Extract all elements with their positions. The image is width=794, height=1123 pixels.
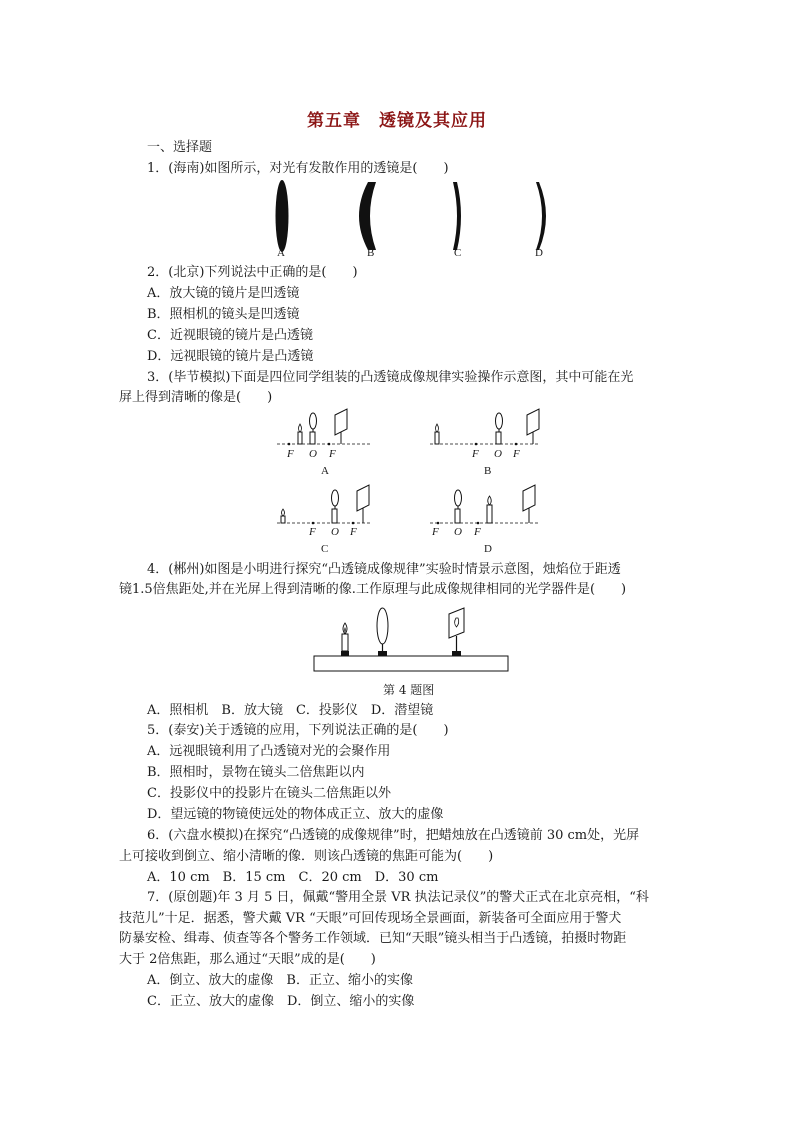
q1-label-d: D [535,247,543,259]
q3-figure-a [277,406,377,450]
q5-option-b: B．照相时，景物在镜头二倍焦距以内 [147,765,365,780]
q5-option-c: C．投影仪中的投影片在镜头二倍焦距以外 [147,786,391,801]
q2-option-d: D．远视眼镜的镜片是凸透镜 [147,349,314,364]
q3-label-b: B [484,465,492,477]
q3d-o: O [454,526,462,538]
q3-label-a: A [321,465,329,477]
q3a-f2: F [329,448,336,460]
q2-stem: 2．(北京)下列说法中正确的是( ) [147,265,358,280]
q1-stem: 1．(海南)如图所示，对光有发散作用的透镜是( ) [147,161,449,176]
q6-options: A．10 cm B．15 cm C．20 cm D．30 cm [147,870,439,885]
q1-label-c: C [454,247,462,259]
q2-option-c: C．近视眼镜的镜片是凸透镜 [147,328,313,343]
q3-figure-d [430,485,550,529]
q3-figure-b [430,406,550,450]
q3c-o: O [331,526,339,538]
q1-label-a: A [277,247,285,259]
q3a-o: O [309,448,317,460]
q3b-f2: F [513,448,520,460]
q5-option-a: A．远视眼镜利用了凸透镜对光的会聚作用 [147,744,391,759]
q3-stem-line2: 屏上得到清晰的像是( ) [119,390,273,405]
q7-line2: 技范儿”十足．据悉，警犬戴 VR “天眼”可回传现场全景画面，新装备可全面应用于警犬 [119,911,622,926]
q3b-f1: F [472,448,479,460]
q5-option-d: D．望远镜的物镜使远处的物体成正立、放大的虚像 [147,807,444,822]
q3c-f2: F [350,526,357,538]
q6-stem-line2: 上可接收到倒立、缩小清晰的像．则该凸透镜的焦距可能为( ) [119,849,494,864]
q2-option-b: B．照相机的镜头是凹透镜 [147,307,300,322]
q1-lens-figure [260,180,560,260]
q1-lens-b-concave [359,182,376,250]
q4-caption: 第 4 题图 [383,683,435,697]
q7-options-row2: C．正立、放大的虚像 D．倒立、缩小的实像 [147,994,415,1009]
q2-option-a: A．放大镜的镜片是凹透镜 [147,286,300,301]
q6-stem-line1: 6．(六盘水模拟)在探究“凸透镜的成像规律”时，把蜡烛放在凸透镜前 30 cm处，光屏 [147,828,640,843]
q5-stem: 5．(泰安)关于透镜的应用，下列说法正确的是( ) [147,723,449,738]
q3d-f2: F [474,526,481,538]
q4-stem-line2: 镜1.5倍焦距处,并在光屏上得到清晰的像.工作原理与此成像规律相同的光学器件是( ) [119,582,627,597]
q1-lens-c [453,182,461,250]
q3-stem-line1: 3．(毕节模拟)下面是四位同学组装的凸透镜成像规律实验操作示意图，其中可能在光 [147,370,634,385]
q1-lens-d [536,182,546,250]
q3-label-c: C [321,543,329,555]
q3b-o: O [494,448,502,460]
q3d-f1: F [432,526,439,538]
page-title: 第五章 透镜及其应用 [307,111,487,131]
q7-options-row1: A．倒立、放大的虚像 B．正立、缩小的实像 [147,973,413,988]
q1-label-b: B [367,247,375,259]
q7-line1: 7．(原创题)年 3 月 5 日，佩戴“警用全景 VR 执法记录仪”的警犬正式在北京亮相，“科 [147,890,649,905]
q4-stem-line1: 4．(郴州)如图是小明进行探究“凸透镜成像规律”实验时情景示意图，烛焰位于距透 [147,562,621,577]
q7-line4: 大于 2倍焦距，那么通过“天眼”成的是( ) [119,952,376,967]
q4-options: A．照相机 B．放大镜 C．投影仪 D．潜望镜 [147,703,434,718]
q3a-f1: F [287,448,294,460]
q4-optical-bench-figure [314,606,514,672]
q3c-f1: F [309,526,316,538]
q3-label-d: D [484,543,492,555]
section-heading: 一、选择题 [147,140,213,155]
q3-figure-c [277,485,377,529]
q1-lens-a-convex [276,180,289,252]
q7-line3: 防暴安检、缉毒、侦查等各个警务工作领域．已知“天眼”镜头相当于凸透镜，拍摄时物距 [119,931,627,946]
